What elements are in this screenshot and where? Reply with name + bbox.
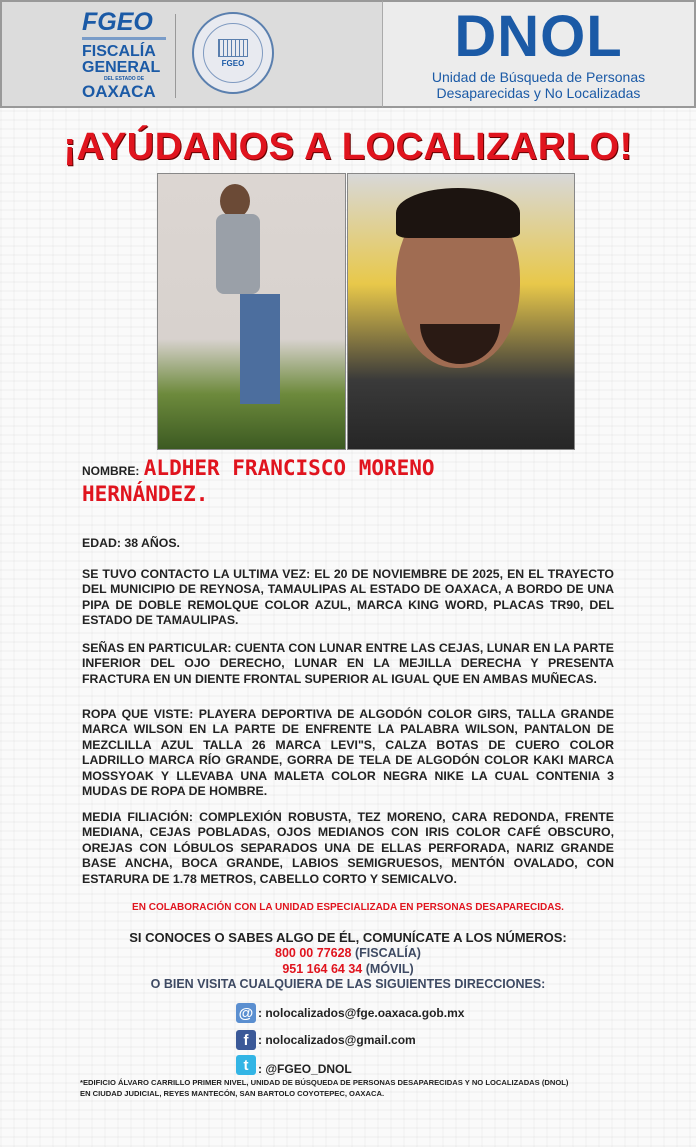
last-contact: SE TUVO CONTACTO LA ULTIMA VEZ: EL 20 DE NOVIEMBRE DE 2025, EN EL TRAYECTO DEL MUNICIPIO DE REYNOSA, TAMAULIPAS AL ESTADO DE OAXACA, A BORDO DE UNA PIPA DE DOBLE REMOLQUE COLOR AZUL, MARCA KING WORD, PLACAS TR90, DEL ESTADO DE TAMAULIPAS. bbox=[82, 567, 614, 628]
twitter-icon: t bbox=[236, 1055, 256, 1075]
phone-line-1 bbox=[0, 946, 696, 960]
dnol-subtitle: Desaparecidas y No Localizadas bbox=[436, 85, 641, 101]
header-dnol bbox=[383, 0, 696, 108]
contact-twitter bbox=[236, 1054, 352, 1076]
person-name-cont: HERNÁNDEZ. bbox=[82, 482, 209, 506]
facebook-icon: f bbox=[236, 1030, 256, 1050]
clothing: ROPA QUE VISTE: PLAYERA DEPORTIVA DE ALGODÓN COLOR GIRS, TALLA GRANDE MARCA WILSON EN LA PARTE DE ENFRENTE LA PALABRA WILSON, PANTALON DE MEZCLILLA AZUL TALLA 26 MARCA LEVI"S, CALZA BOTAS DE CUERO COLOR LADRILLO MARCA RÍO GRANDE, GORRA DE TELA DE ALGODÓN COLOR KAKI MARCA MOSSYOAK Y LLEVABA UNA MALETA COLOR NEGRA NIKE LA CUAL CONTENIA 3 MUDAS DE ROPA DE HOMBRE. bbox=[82, 707, 614, 799]
email-icon: @ bbox=[236, 1003, 256, 1023]
distinguishing-marks: SEÑAS EN PARTICULAR: CUENTA CON LUNAR ENTRE LAS CEJAS, LUNAR EN LA PARTE INFERIOR DEL OJO DERECHO, LUNAR EN LA MEJILLA DERECHA Y PRESENTA FRACTURA EN UN DIENTE FRONTAL SUPERIOR AL IGUAL QUE EN AMBAS MUÑECAS. bbox=[82, 641, 614, 686]
phone-fiscalia[interactable]: 800 00 77628 bbox=[275, 946, 352, 960]
physical-description: MEDIA FILIACIÓN: COMPLEXIÓN ROBUSTA, TEZ MORENO, CARA REDONDA, FRENTE MEDIANA, CEJAS POBLADAS, OJOS MEDIANOS CON IRIS COLOR CAFÉ OBSCURO, OREJAS CON LÓBULOS SEPARADOS UNA DE ELLAS PERFORADA, NARIZ GRANDE BASE ANCHA, BOCA GRANDE, LABIOS SEMIGRUESOS, MENTÓN OVALADO, CON ESTARURA DE 1.78 METROS, CABELLO CORTO Y SEMICALVO. bbox=[82, 810, 614, 886]
contact-email bbox=[236, 1003, 464, 1023]
fgeo-line: GENERAL bbox=[82, 59, 161, 76]
person-name: ALDHER FRANCISCO MORENO bbox=[143, 456, 435, 480]
twitter-link[interactable]: : @FGEO_DNOL bbox=[258, 1062, 352, 1076]
email-link[interactable]: : nolocalizados@fge.oaxaca.gob.mx bbox=[258, 1006, 465, 1020]
name-label: NOMBRE: bbox=[82, 464, 140, 478]
phone-movil[interactable]: 951 164 64 34 bbox=[282, 962, 363, 976]
fgeo-wordmark: FGEO bbox=[82, 10, 166, 40]
photo-full-body bbox=[157, 173, 346, 450]
page-title: ¡AYÚDANOS A LOCALIZARLO! bbox=[63, 126, 633, 168]
name-block bbox=[82, 456, 622, 506]
collaboration-note: EN COLABORACIÓN CON LA UNIDAD ESPECIALIZADA EN PERSONAS DESAPARECIDAS. bbox=[132, 902, 564, 913]
fgeo-line: OAXACA bbox=[82, 82, 156, 101]
phone-label: (MÓVIL) bbox=[365, 962, 414, 976]
dnol-subtitle: Unidad de Búsqueda de Personas bbox=[431, 69, 646, 85]
address bbox=[80, 1077, 640, 1099]
address-line: EN CIUDAD JUDICIAL, REYES MANTECÓN, SAN BARTOLO COYOTEPEC, OAXACA. bbox=[80, 1089, 385, 1098]
phone-line-2 bbox=[0, 962, 696, 976]
visit-text: O BIEN VISITA CUALQUIERA DE LAS SIGUIENTES DIRECCIONES: bbox=[150, 977, 546, 991]
fgeo-logo bbox=[82, 10, 166, 100]
call-to-action: SI CONOCES O SABES ALGO DE ÉL, COMUNÍCATE A LOS NÚMEROS: bbox=[129, 930, 567, 945]
divider bbox=[175, 14, 176, 98]
age: EDAD: 38 AÑOS. bbox=[82, 536, 180, 550]
fgeo-line: FISCALÍA bbox=[82, 43, 156, 60]
dnol-logo: DNOL bbox=[454, 4, 623, 69]
fgeo-line: DEL ESTADO DE bbox=[103, 76, 145, 82]
phone-label: (FISCALÍA) bbox=[354, 946, 421, 960]
building-icon bbox=[218, 39, 248, 57]
header-fgeo bbox=[0, 0, 383, 108]
contact-facebook bbox=[236, 1030, 416, 1050]
fgeo-seal bbox=[192, 12, 274, 94]
facebook-link[interactable]: : nolocalizados@gmail.com bbox=[258, 1033, 416, 1047]
photo-face bbox=[347, 173, 575, 450]
address-line: *EDIFICIO ÁLVARO CARRILLO PRIMER NIVEL, UNIDAD DE BÚSQUEDA DE PERSONAS DESAPARECIDAS Y NO LOCALIZADAS (DNOL) bbox=[80, 1078, 569, 1087]
seal-text: FGEO bbox=[221, 58, 245, 68]
